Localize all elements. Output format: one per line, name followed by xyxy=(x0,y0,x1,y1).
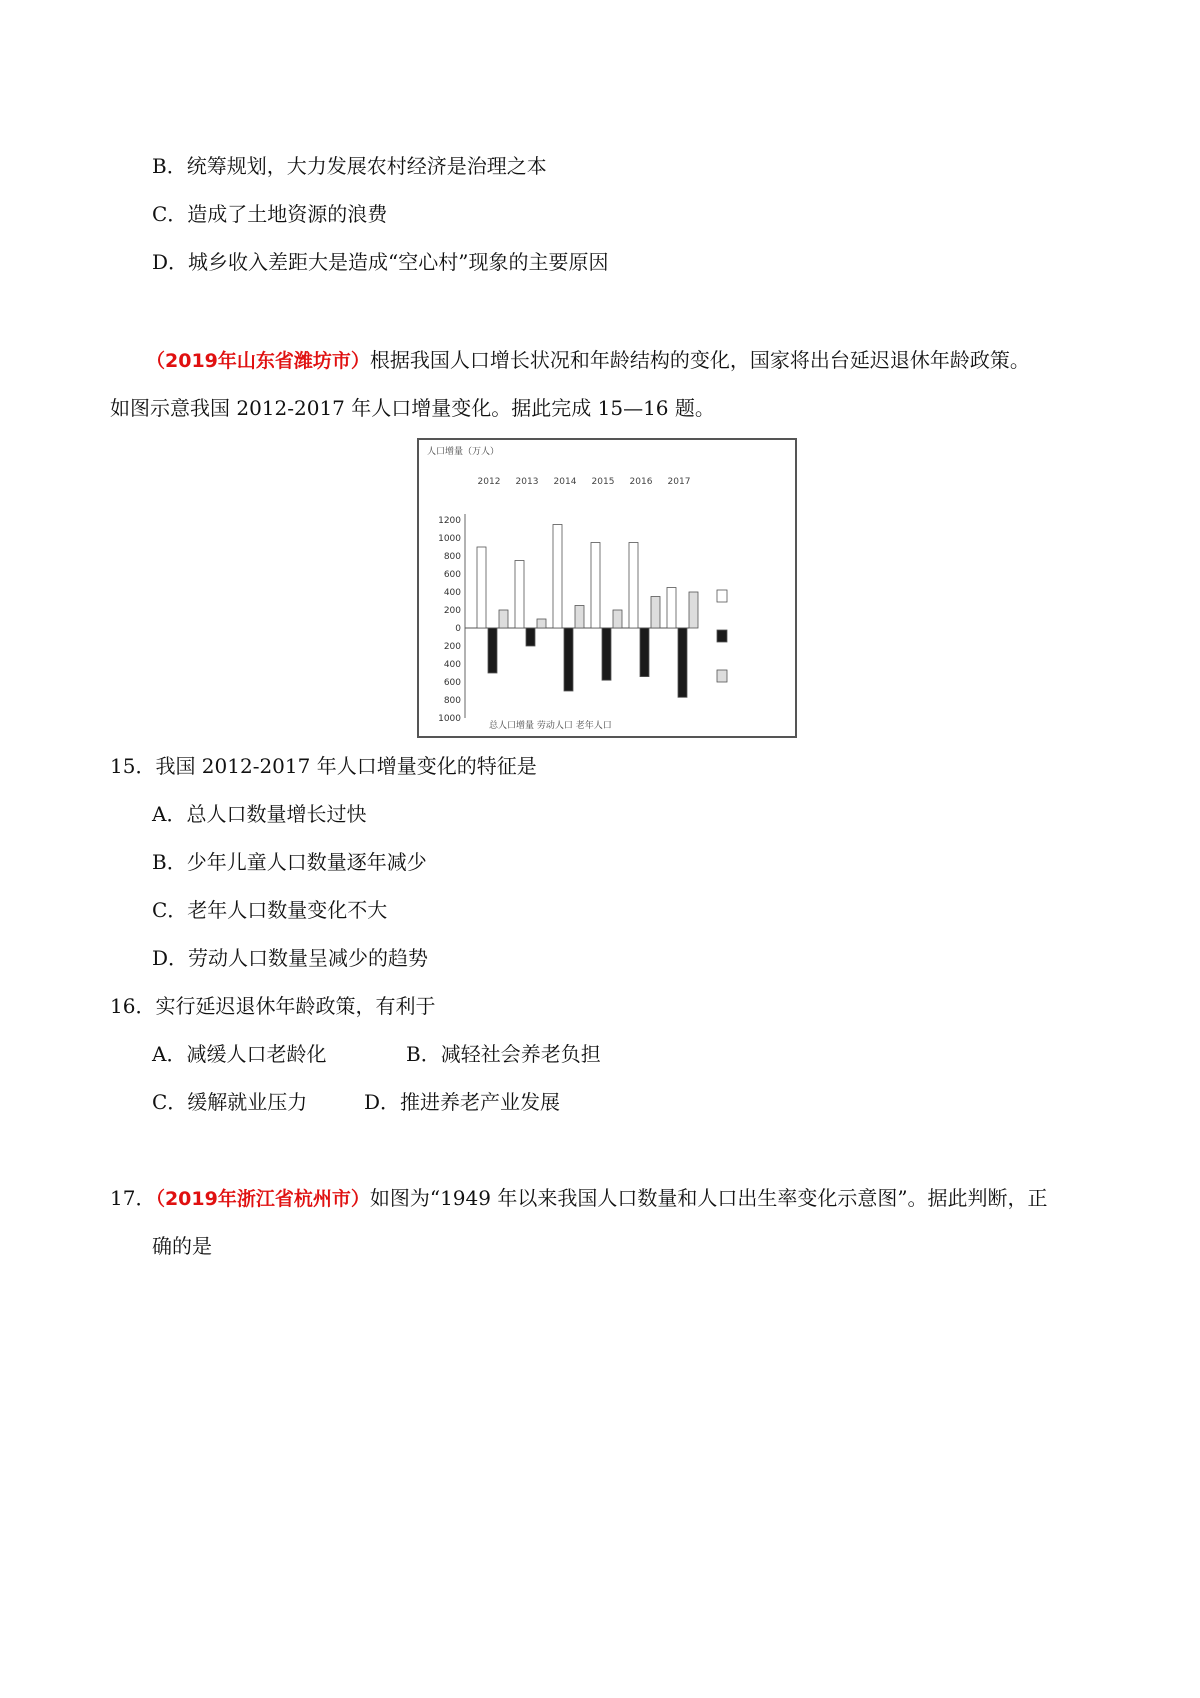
year-label: 2012 xyxy=(477,477,501,487)
prev-option-c: C．造成了土地资源的浪费 xyxy=(152,202,388,226)
bar xyxy=(591,543,600,629)
intro-line-1 xyxy=(146,346,1030,375)
intro-text: 根据我国人口增长状况和年龄结构的变化，国家将出台延迟退休年龄政策。 xyxy=(369,348,1030,372)
chart-bottom-text: 总人口增量 劳动人口 老年人口 xyxy=(489,721,612,731)
year-label: 2013 xyxy=(515,477,539,487)
y-tick-label: 400 xyxy=(443,588,461,598)
bar xyxy=(526,628,535,646)
prev-option-b: B．统筹规划，大力发展农村经济是治理之本 xyxy=(152,154,547,178)
bar xyxy=(575,606,584,629)
bar xyxy=(488,628,497,673)
bar xyxy=(689,592,698,628)
y-tick-label: 800 xyxy=(443,552,461,562)
bar xyxy=(613,610,622,628)
y-tick-label: 1000 xyxy=(438,714,461,724)
bar xyxy=(651,597,660,629)
q16-stem: 16．实行延迟退休年龄政策，有利于 xyxy=(110,994,436,1018)
q17-text: 如图为“1949 年以来我国人口数量和人口出生率变化示意图”。据此判断，正 xyxy=(369,1186,1048,1210)
bar xyxy=(640,628,649,677)
y-tick-label: 200 xyxy=(443,642,461,652)
bar xyxy=(537,619,546,628)
bar xyxy=(515,561,524,629)
intro-line-2: 如图示意我国 2012-2017 年人口增量变化。据此完成 15—16 题。 xyxy=(110,396,715,420)
q15-stem: 15．我国 2012-2017 年人口增量变化的特征是 xyxy=(110,754,537,778)
legend-swatch xyxy=(717,630,727,642)
bar xyxy=(564,628,573,691)
year-label: 2017 xyxy=(667,477,691,487)
bar xyxy=(553,525,562,629)
y-tick-label: 600 xyxy=(443,678,461,688)
chart-title: 人口增量（万人） xyxy=(427,447,500,457)
q17-line-1 xyxy=(110,1184,1048,1213)
y-tick-label: 200 xyxy=(443,606,461,616)
q15-option-c: C．老年人口数量变化不大 xyxy=(152,898,388,922)
q15-option-b: B．少年儿童人口数量逐年减少 xyxy=(152,850,427,874)
q17-line-2: 确的是 xyxy=(152,1234,212,1258)
bar xyxy=(667,588,676,629)
legend-swatch xyxy=(717,590,727,602)
q15-option-a: A．总人口数量增长过快 xyxy=(152,802,367,826)
y-tick-label: 1200 xyxy=(438,516,461,526)
y-tick-label: 600 xyxy=(443,570,461,580)
population-chart xyxy=(417,438,797,738)
bar xyxy=(602,628,611,680)
intro-source: （2019年山东省潍坊市） xyxy=(146,350,370,372)
q17-number: 17． xyxy=(110,1186,156,1210)
y-tick-label: 1000 xyxy=(438,534,461,544)
chart-svg xyxy=(419,440,795,736)
bar xyxy=(629,543,638,629)
q16-option-c: C．缓解就业压力 xyxy=(152,1090,308,1114)
y-tick-label: 0 xyxy=(455,624,461,634)
q16-option-a: A．减缓人口老龄化 xyxy=(152,1042,327,1066)
bar xyxy=(477,547,486,628)
legend-swatch xyxy=(717,670,727,682)
prev-option-d: D．城乡收入差距大是造成“空心村”现象的主要原因 xyxy=(152,250,609,274)
year-label: 2015 xyxy=(591,477,615,487)
q17-source: （2019年浙江省杭州市） xyxy=(155,1188,370,1210)
q15-option-d: D．劳动人口数量呈减少的趋势 xyxy=(152,946,429,970)
bar xyxy=(499,610,508,628)
year-label: 2014 xyxy=(553,477,577,487)
bar xyxy=(678,628,687,697)
y-tick-label: 400 xyxy=(443,660,461,670)
q16-option-d: D．推进养老产业发展 xyxy=(364,1090,561,1114)
q16-option-b: B．减轻社会养老负担 xyxy=(406,1042,601,1066)
y-tick-label: 800 xyxy=(443,696,461,706)
year-label: 2016 xyxy=(629,477,653,487)
